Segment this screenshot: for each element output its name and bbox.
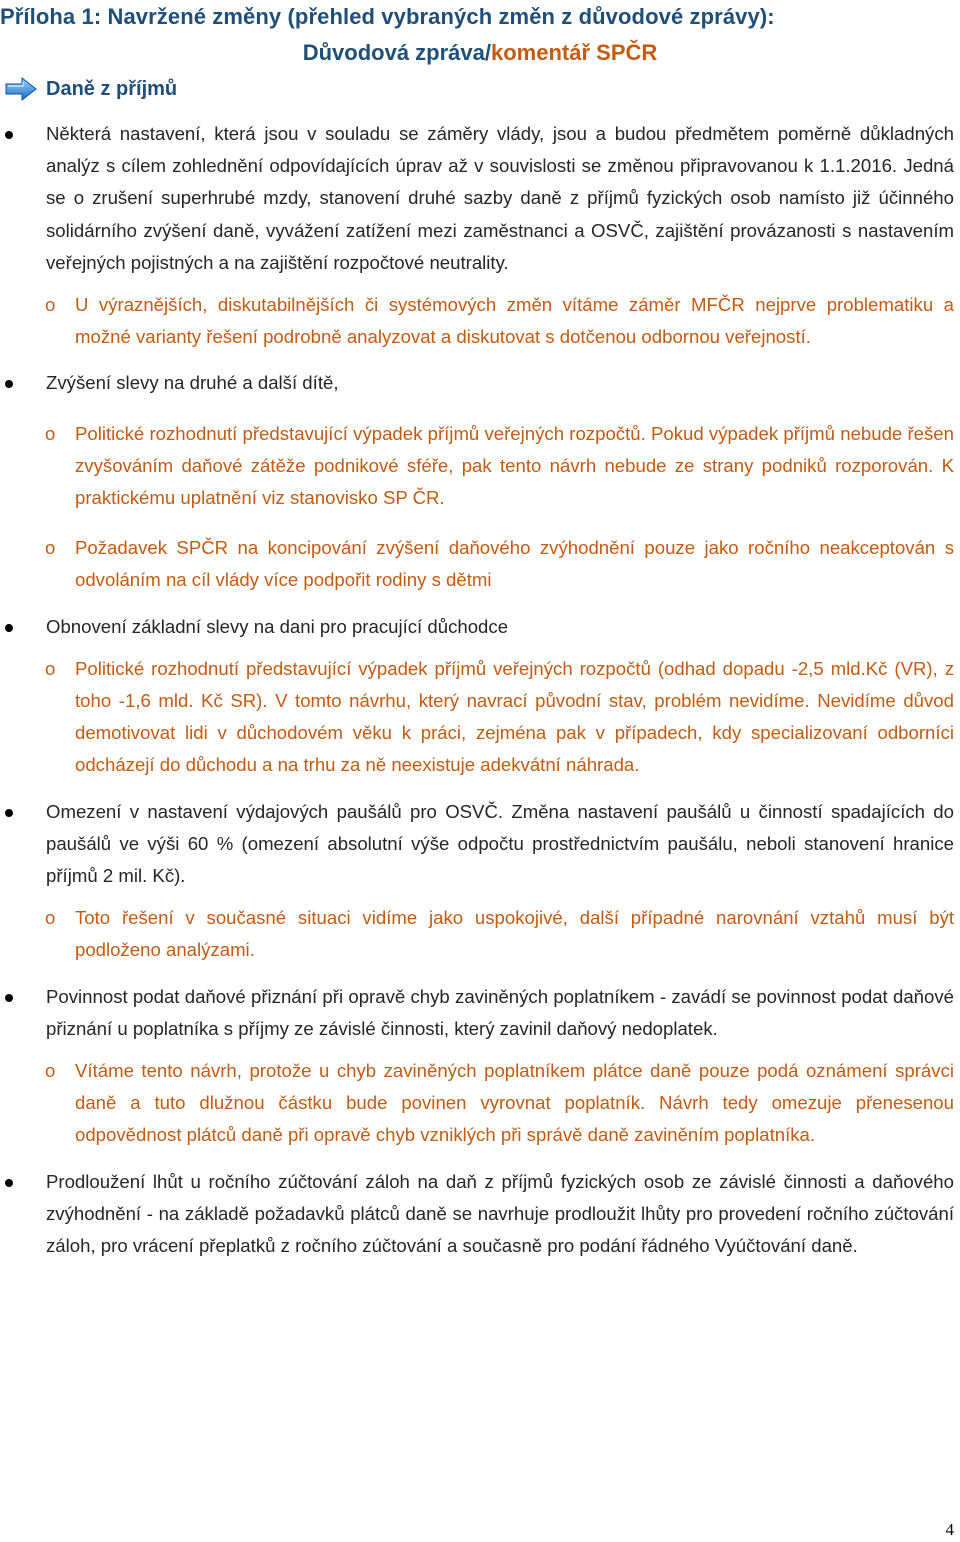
comment-text: Vítáme tento návrh, protože u chyb zaviněných poplatníkem plátce daně pouze podá oznámení správci daně a tuto dlužnou částku bude povinen vyrovnat poplatník. Návrh tedy omezuje přenesenou odpovědnost plátců daně při opravě chyb vzniklých při správě daně zaviněním poplatníka. [75, 1060, 954, 1146]
comment-item [0, 1055, 960, 1152]
bullet-dot-icon [5, 809, 13, 817]
subtitle-part-2: komentář SPČR [491, 40, 658, 65]
comment-item [0, 289, 960, 353]
page-title: Příloha 1: Navržené změny (přehled vybraných změn z důvodové zprávy): [0, 4, 775, 29]
bullet-dot-icon [5, 380, 13, 388]
comment-marker: o [45, 657, 56, 679]
bullet-dot-icon [5, 994, 13, 1002]
page-number: 4 [945, 1520, 954, 1539]
comment-marker: o [45, 422, 56, 444]
arrow-right-icon [4, 77, 38, 101]
comment-text: U výraznějších, diskutabilnějších či systémových změn vítáme záměr MFČR nejprve problematiku a možné varianty řešení podrobně analyzovat a diskutovat s dotčenou odbornou veřejností. [75, 294, 954, 348]
list-item [0, 1166, 960, 1263]
comment-text: Toto řešení v současné situaci vidíme jako uspokojivé, další případné narovnání vztahů musí být podloženo analýzami. [75, 907, 954, 961]
comment-item [0, 653, 960, 782]
list-item-text: Některá nastavení, která jsou v souladu se záměry vlády, jsou a budou předmětem poměrně důkladných analýz s cílem zohlednění odpovídajících úprav až v souvislosti se změnou připravovanou k 1.1.2016. Jedná se o zrušení superhrubé mzdy, stanovení druhé sazby daně z příjmů fyzických osob namísto již účinného solidárního zvýšení daně, vyvážení zatížení mezi zaměstnanci a OSVČ, zajištění provázanosti s nastavením veřejných pojistných a na zajištění rozpočtové neutrality. [46, 123, 954, 273]
comment-marker: o [45, 294, 56, 316]
comment-marker: o [45, 907, 56, 929]
comment-text: Politické rozhodnutí představující výpadek příjmů veřejných rozpočtů. Pokud výpadek příjmů nebude řešen zvyšováním daňové zátěže podnikové sféře, pak tento návrh nebude ze strany podniků rozporován. K praktickému uplatnění viz stanovisko SP ČR. [75, 422, 954, 509]
bullet-dot-icon [5, 1179, 13, 1187]
bullet-dot-icon [5, 624, 13, 632]
list-item-text: Obnovení základní slevy na dani pro pracující důchodce [46, 615, 509, 637]
section-heading [4, 74, 177, 104]
list-item [0, 611, 960, 643]
comment-text: Požadavek SPČR na koncipování zvýšení daňového zvýhodnění pouze jako ročního neakceptován s odvoláním na cíl vlády více podpořit rodiny s dětmi [75, 537, 954, 591]
subtitle-part-1: Důvodová zpráva/ [302, 40, 491, 65]
comment-item [0, 902, 960, 966]
list-item-text: Povinnost podat daňové přiznání při opravě chyb zaviněných poplatníkem - zavádí se povinnost podat daňové přiznání u poplatníka s příjmy ze závislé činnosti, který zavinil daňový nedoplatek. [46, 985, 954, 1039]
content-body [0, 118, 960, 1262]
list-item-text: Zvýšení slevy na druhé a další dítě, [46, 372, 339, 394]
comment-marker: o [45, 1060, 56, 1082]
list-item [0, 367, 960, 399]
list-item [0, 981, 960, 1045]
section-title: Daně z příjmů [46, 77, 178, 100]
comment-item [0, 418, 960, 515]
comment-item [0, 532, 960, 596]
list-item-text: Omezení v nastavení výdajových paušálů pro OSVČ. Změna nastavení paušálů u činností spadajících do paušálů ve výši 60 % (omezení absolutní výše odpočtu prostřednictvím paušálu, neboli stanovení hranice příjmů 2 mil. Kč). [46, 800, 954, 887]
list-item [0, 118, 960, 279]
list-item [0, 796, 960, 893]
list-item-text: Prodloužení lhůt u ročního zúčtování záloh na daň z příjmů fyzických osob ze závislé činnosti a daňového zvýhodnění - na základě požadavků plátců daně se navrhuje prodloužit lhůty pro provedení ročního zúčtování záloh, pro vrácení přeplatků z ročního zúčtování a současně pro podání řádného Vyúčtování daně. [46, 1170, 954, 1257]
comment-text: Politické rozhodnutí představující výpadek příjmů veřejných rozpočtů (odhad dopadu -2,5 mld.Kč (VR), z toho -1,6 mld. Kč SR). V tomto návrhu, který navrací původní stav, problém nevidíme. Nevidíme důvod demotivovat lidi v důchodovém věku k práci, zejména pak v případech, kdy specializovaní odborníci odcházejí do důchodu a na trhu za ně neexistuje adekvátní náhrada. [75, 657, 954, 776]
bullet-dot-icon [5, 131, 13, 139]
comment-marker: o [45, 537, 56, 559]
page-subtitle [0, 40, 960, 66]
